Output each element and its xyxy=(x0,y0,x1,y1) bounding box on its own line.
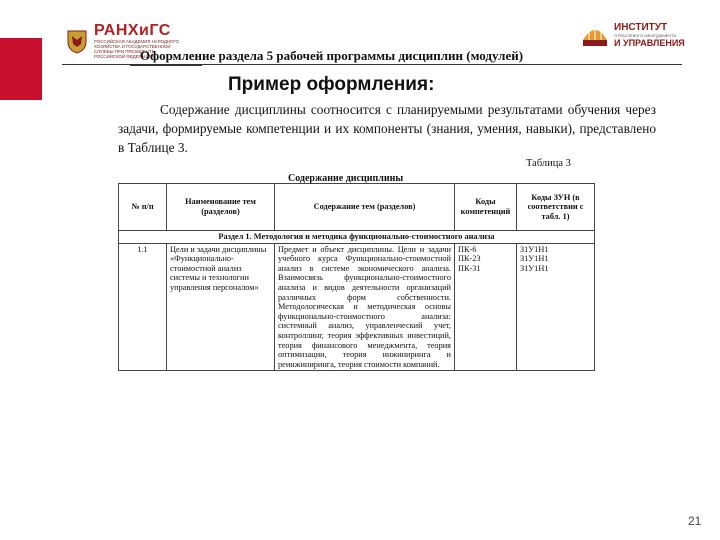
institute-logo xyxy=(580,22,685,48)
header-content: Содержание тем (разделов) xyxy=(275,184,455,231)
row-topic-name: Цели и задачи дисциплины «Функционально-стоимостной анализ системы и технологии управления персоналом» xyxy=(167,243,275,371)
header-divider xyxy=(62,64,682,65)
header-zun: Коды ЗУН (в соответствии с табл. 1) xyxy=(517,184,595,231)
row-competency-codes: ПК-6 ПК-23 ПК-31 xyxy=(455,243,517,371)
logo-name: РАНХиГС xyxy=(94,22,171,39)
row-num: 1.1 xyxy=(119,243,167,371)
table-header-row xyxy=(119,184,595,231)
institute-line3: И УПРАВЛЕНИЯ xyxy=(614,38,685,48)
red-accent-bar xyxy=(0,38,42,100)
page-title: Оформление раздела 5 рабочей программы дисциплин (модулей) xyxy=(140,48,524,63)
content-table xyxy=(118,183,595,371)
eagle-emblem-icon xyxy=(66,28,88,54)
section-row xyxy=(119,231,595,244)
institute-line1: ИНСТИТУТ xyxy=(614,22,668,33)
header-num: № п/п xyxy=(119,184,167,231)
table-title: Содержание дисциплины xyxy=(288,173,404,184)
table-caption: Таблица 3 xyxy=(526,158,571,169)
table-row xyxy=(119,243,595,371)
logo-subtitle: РОССИЙСКАЯ АКАДЕМИЯ НАРОДНОГО ХОЗЯЙСТВА И ГОСУДАРСТВЕННОЙ СЛУЖБЫ ПРИ ПРЕЗИДЕНТЕ РОССИЙСКОЙ ФЕДЕРАЦИИ xyxy=(94,39,179,59)
institute-line2: ОТРАСЛЕВОГО МЕНЕДЖМЕНТА xyxy=(614,33,677,38)
building-dome-icon xyxy=(580,22,610,48)
row-topic-content: Предмет и объект дисциплины. Цели и задачи учебного курса Функционально-стоимостной анализ в системе экономического анализа. Взаимосвязь функционально-стоимостного анализа и видов деятельности организаций различных форм собственности. Методологическая и методическая основы функционально-стоимостного анализа: системный анализ, управленческий учет, контроллинг, теория эффективных инвестиций, теория финансового менеджмента, теория оптимизации, теория инжиниринга и реинжиниринга, теория стоимости компаний. xyxy=(275,243,455,371)
example-heading: Пример оформления: xyxy=(228,74,435,95)
row-zun-codes: З1У1Н1 З1У1Н1 З1У1Н1 xyxy=(517,243,595,371)
intro-paragraph: Содержание дисциплины соотносится с планируемыми результатами обучения через задачи, формируемые компетенции и их компоненты (знания, умения, навыки), представлено в Таблице 3. xyxy=(118,102,656,155)
title-underline xyxy=(130,65,202,66)
section-title: Раздел 1. Методология и методика функционально-стоимостного анализа xyxy=(119,231,595,244)
header-codes: Коды компетенций xyxy=(455,184,517,231)
page-number: 21 xyxy=(688,514,702,528)
header-name: Наименование тем (разделов) xyxy=(167,184,275,231)
